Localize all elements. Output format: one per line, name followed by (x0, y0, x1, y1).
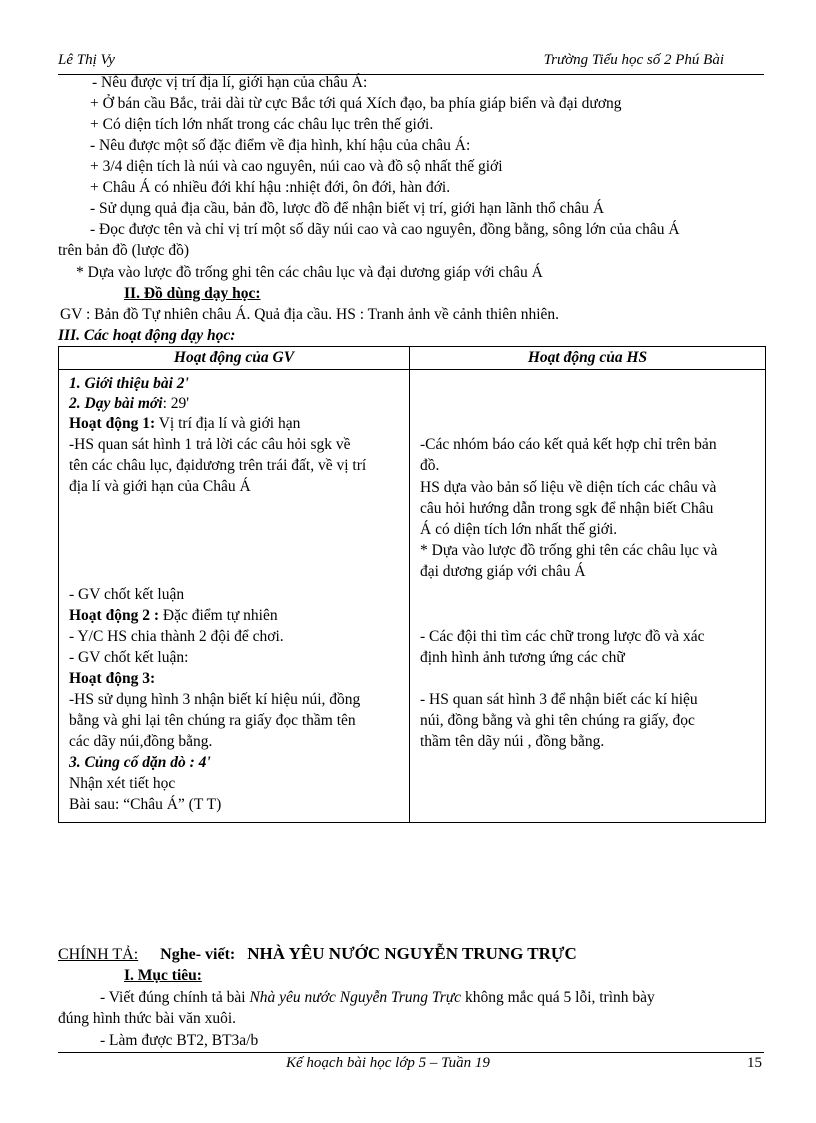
gv-line-group (69, 606, 278, 626)
hs-line: -Các nhóm báo cáo kết quả kết hợp chỉ trên bản (420, 436, 717, 453)
gv-line: : 29' (162, 395, 190, 412)
gv-line: Đặc điểm tự nhiên (159, 607, 278, 624)
gv-line: 2. Dạy bài mới (69, 395, 163, 412)
objective-line: + Châu Á có nhiều đới khí hậu :nhiệt đới, ôn đới, hàn đới. (90, 179, 451, 196)
objective-line: - Nêu được một số đặc điểm về địa hình, khí hậu của châu Á: (90, 137, 471, 154)
gv-line: các dãy núi,đồng bằng. (69, 733, 213, 750)
gv-line: - GV chốt kết luận (69, 586, 185, 603)
header-school: Trường Tiểu học số 2 Phú Bài (543, 52, 724, 68)
chinh-ta-title: NHÀ YÊU NƯỚC NGUYỄN TRUNG TRỰC (247, 944, 577, 963)
column-header-gv: Hoạt động của GV (59, 347, 410, 370)
objective-line: - Đọc được tên và chỉ vị trí một số dãy núi cao và cao nguyên, đồng bằng, sông lớn của châu Á (90, 221, 680, 238)
gv-line: tên các châu lục, đạidương trên trái đất, về vị trí (69, 457, 367, 474)
table-header-row (59, 347, 766, 370)
gv-line: bằng và ghi lại tên chúng ra giấy đọc thầm tên (69, 712, 356, 729)
hs-line: định hình ảnh tương ứng các chữ (420, 649, 625, 666)
section-title-equipment: II. Đồ dùng dạy học: (124, 285, 261, 302)
hs-line: câu hỏi hướng dẫn trong sgk để nhận biết Châu (420, 500, 714, 517)
table-row (59, 370, 766, 823)
hs-line: - Các đội thi tìm các chữ trong lược đồ và xác (420, 628, 705, 645)
header-author: Lê Thị Vy (58, 52, 115, 68)
column-header-hs: Hoạt động của HS (410, 347, 766, 370)
chinh-ta-subtitle: Nghe- viết: (160, 946, 236, 963)
objective-line: - Nêu được vị trí địa lí, giới hạn của châu Á: (92, 74, 368, 91)
gv-line: -HS sử dụng hình 3 nhận biết kí hiệu núi, đồng (69, 691, 361, 708)
hs-line: đồ. (420, 457, 440, 474)
goal-line-text: không mắc quá 5 lỗi, trình bày (461, 989, 655, 1006)
objective-line: - Sử dụng quả địa cầu, bản đồ, lược đồ để nhận biết vị trí, giới hạn lãnh thổ châu Á (90, 200, 605, 217)
page-header (58, 52, 764, 75)
gv-cell (59, 370, 410, 823)
chinh-ta-label: CHÍNH TẢ: (58, 946, 139, 963)
goal-line-italic: Nhà yêu nước Nguyễn Trung Trực (249, 989, 462, 1006)
gv-line: -HS quan sát hình 1 trả lời các câu hỏi sgk về (69, 436, 351, 453)
gv-line: 1. Giới thiệu bài 2' (69, 375, 189, 392)
objective-line: * Dựa vào lược đồ trống ghi tên các châu lục và đại dương giáp với châu Á (76, 264, 543, 281)
objective-line: + Ở bán cầu Bắc, trải dài từ cực Bắc tới quá Xích đạo, ba phía giáp biển và đại dương (90, 95, 622, 112)
chinh-ta-goal-line: - Làm được BT2, BT3a/b (100, 1032, 259, 1049)
chinh-ta-heading (58, 944, 577, 965)
hs-line: thầm tên dãy núi , đồng bằng. (420, 733, 605, 750)
hs-cell (410, 370, 766, 823)
footer-title: Kế hoạch bài học lớp 5 – Tuần 19 (286, 1055, 490, 1071)
gv-line: - GV chốt kết luận: (69, 649, 189, 666)
hs-line: - HS quan sát hình 3 để nhận biết các kí hiệu (420, 691, 698, 708)
objective-line: + 3/4 diện tích là núi và cao nguyên, núi cao và đồ sộ nhất thế giới (90, 158, 503, 175)
activities-table (58, 346, 766, 823)
objective-line: trên bản đồ (lược đồ) (58, 242, 190, 259)
chinh-ta-goal-line: đúng hình thức bài văn xuôi. (58, 1010, 237, 1027)
goal-line-text: - Viết đúng chính tả bài (100, 989, 250, 1006)
hs-line: núi, đồng bằng và ghi tên chúng ra giấy, đọc (420, 712, 695, 729)
chinh-ta-goal-line (100, 988, 655, 1008)
chinh-ta-goal-title: I. Mục tiêu: (124, 967, 202, 984)
gv-line: Nhận xét tiết học (69, 775, 176, 792)
page-footer (58, 1052, 764, 1075)
hs-line: * Dựa vào lược đồ trống ghi tên các châu lục và (420, 542, 718, 559)
gv-line-group (69, 414, 300, 434)
gv-line-group (69, 394, 189, 414)
hs-line: đại dương giáp với châu Á (420, 563, 586, 580)
section-title-activities: III. Các hoạt động dạy học: (58, 327, 236, 344)
hs-line: HS dựa vào bản số liệu về diện tích các châu và (420, 479, 717, 496)
gv-line: Bài sau: “Châu Á” (T T) (69, 796, 222, 813)
gv-line: Vị trí địa lí và giới hạn (155, 415, 301, 432)
gv-line: Hoạt động 3: (69, 670, 156, 687)
page-number: 15 (747, 1055, 762, 1071)
gv-line: - Y/C HS chia thành 2 đội để chơi. (69, 628, 284, 645)
gv-line: 3. Củng cố dặn dò : 4' (69, 754, 211, 771)
gv-line: Hoạt động 2 : (69, 607, 159, 624)
gv-line: Hoạt động 1: (69, 415, 156, 432)
equipment-text: GV : Bản đồ Tự nhiên châu Á. Quả địa cầu. HS : Tranh ảnh về cảnh thiên nhiên. (60, 306, 560, 323)
objective-line: + Có diện tích lớn nhất trong các châu lục trên thế giới. (90, 116, 434, 133)
hs-line: Á có diện tích lớn nhất thế giới. (420, 521, 618, 538)
gv-line: địa lí và giới hạn của Châu Á (69, 478, 251, 495)
